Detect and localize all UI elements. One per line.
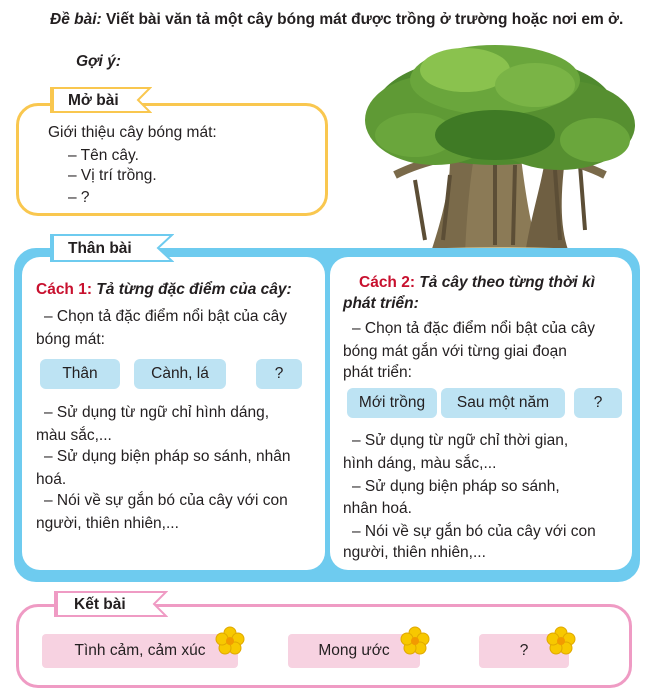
flower-icon: [400, 626, 430, 656]
cach1-point-1: – Sử dụng từ ngữ chỉ hình dáng,: [44, 404, 270, 421]
mo-bai-tag: Mở bài: [68, 92, 119, 109]
cach2-intro-2: bóng mát gắn với từng giai đoạn: [343, 343, 567, 360]
cach2-title-1: Tả cây theo từng thời kì: [415, 274, 595, 291]
cach1-pill-canh-la: Cành, lá: [134, 359, 226, 389]
cach2-point-2: hình dáng, màu sắc,...: [343, 455, 497, 472]
cach1-label: Cách 1:: [36, 281, 92, 298]
cach2-intro-3: phát triển:: [343, 364, 412, 381]
hint-label: Gợi ý:: [76, 53, 121, 70]
cach2-heading-1: [359, 271, 595, 294]
mo-bai-line-4: – ?: [68, 189, 90, 206]
cach2-point-3: – Sử dụng biện pháp so sánh,: [352, 478, 560, 495]
cach2-point-1: – Sử dụng từ ngữ chỉ thời gian,: [352, 432, 569, 449]
mo-bai-box: [16, 103, 328, 216]
ket-bai-pill-tinh-cam: Tình cảm, cảm xúc: [42, 634, 238, 668]
cach1-point-2: màu sắc,...: [36, 427, 112, 444]
cach1-point-3: – Sử dụng biện pháp so sánh, nhân: [44, 448, 291, 465]
cach1-pill-than: Thân: [40, 359, 120, 389]
cach1-intro-2: bóng mát:: [36, 331, 105, 348]
assignment-prompt: [50, 9, 640, 31]
flower-icon: [546, 626, 576, 656]
ket-bai-pill-unknown: ?: [479, 634, 569, 668]
cach1-point-6: người, thiên nhiên,...: [36, 515, 179, 532]
cach2-pill-unknown: ?: [574, 388, 622, 418]
cach2-point-5: – Nói về sự gắn bó của cây với con: [352, 523, 596, 540]
flower-icon: [215, 626, 245, 656]
tree-canopy: [365, 45, 635, 170]
cach1-title: Tả từng đặc điểm của cây:: [92, 281, 292, 298]
mo-bai-line-1: Giới thiệu cây bóng mát:: [48, 124, 217, 141]
cach2-intro-1: – Chọn tả đặc điểm nổi bật của cây: [352, 320, 595, 337]
cach2-pill-sau-mot-nam: Sau một năm: [441, 388, 565, 418]
cach1-point-5: – Nói về sự gắn bó của cây với con: [44, 492, 288, 509]
cach1-heading: [36, 278, 292, 301]
cach2-point-4: nhân hoá.: [343, 500, 412, 517]
cach1-point-4: hoá.: [36, 471, 67, 488]
ket-bai-pill-mong-uoc: Mong ước: [288, 634, 420, 668]
cach2-pill-moi-trong: Mới trồng: [347, 388, 437, 418]
than-bai-tag: Thân bài: [68, 240, 132, 257]
cach2-title-2: phát triển:: [343, 295, 419, 312]
ket-bai-tag: Kết bài: [74, 596, 126, 613]
tree-illustration: [355, 40, 640, 255]
cach2-point-6: người, thiên nhiên,...: [343, 544, 486, 561]
cach1-intro-1: – Chọn tả đặc điểm nổi bật của cây: [44, 308, 287, 325]
cach2-label: Cách 2:: [359, 274, 415, 291]
cach1-pill-unknown: ?: [256, 359, 302, 389]
prompt-text: Viết bài văn tả một cây bóng mát được trồng ở trường hoặc nơi em ở.: [101, 11, 624, 28]
mo-bai-line-2: – Tên cây.: [68, 147, 139, 164]
mo-bai-line-3: – Vị trí trồng.: [68, 167, 157, 184]
prompt-label: Đề bài:: [50, 11, 102, 28]
